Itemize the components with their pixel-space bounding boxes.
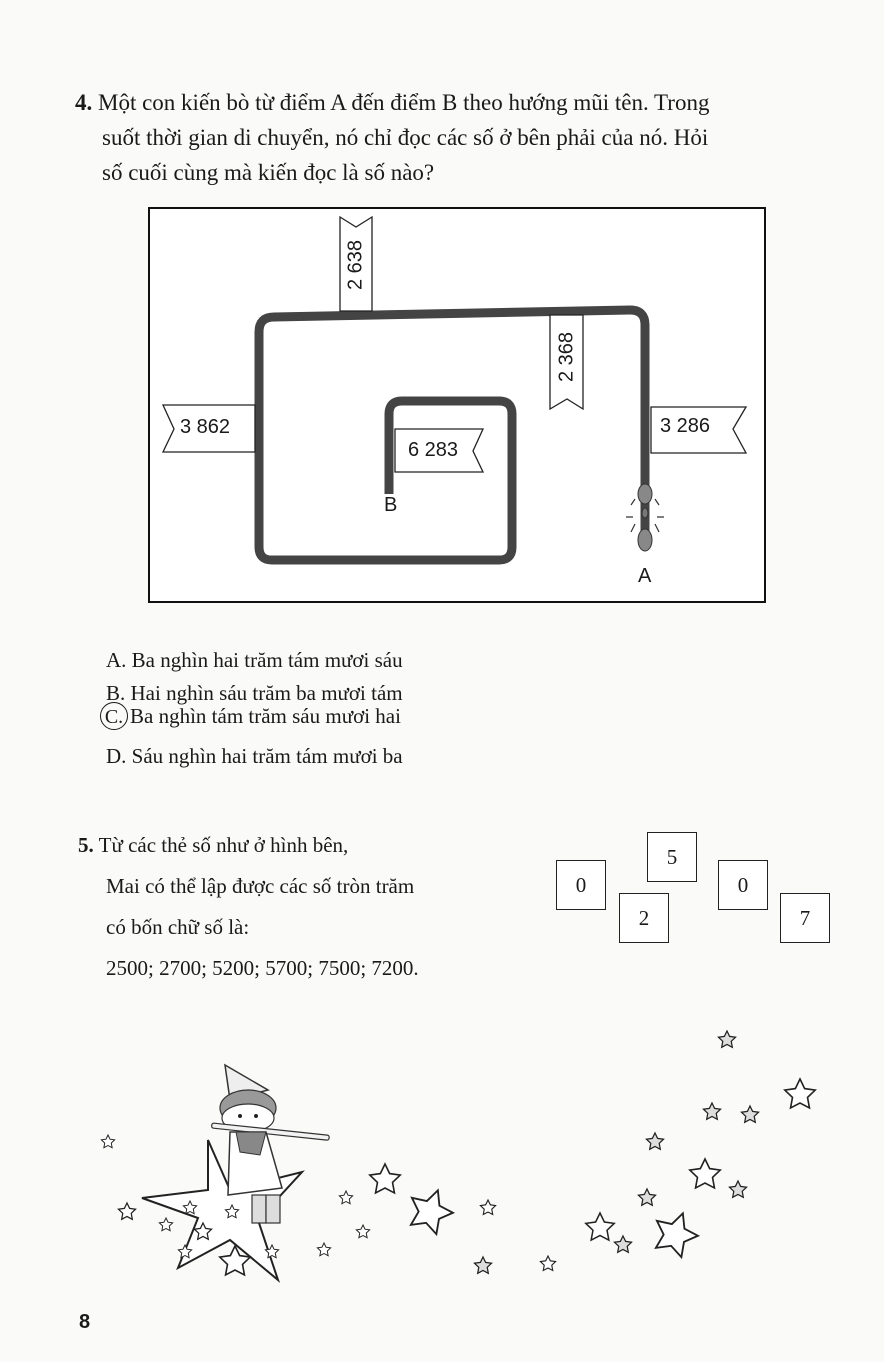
option-c-text: Ba nghìn tám trăm sáu mươi hai — [130, 704, 401, 728]
option-a-text: Ba nghìn hai trăm tám mươi sáu — [131, 648, 403, 672]
question-5-line-2: Mai có thể lập được các số tròn trăm — [106, 874, 415, 898]
label-2368: 2 368 — [555, 331, 577, 382]
number-card: 0 — [556, 860, 606, 910]
option-c[interactable] — [104, 702, 401, 730]
question-5-text-1: Từ các thẻ số như ở hình bên, — [98, 833, 349, 857]
option-a-letter: A. — [106, 648, 127, 672]
question-5-number: 5. — [78, 833, 94, 857]
option-b-letter: B. — [106, 681, 126, 705]
ant-path-diagram — [148, 207, 766, 603]
number-card: 0 — [718, 860, 768, 910]
page-number: 8 — [79, 1311, 91, 1333]
number-card: 5 — [647, 832, 697, 882]
label-2368-box — [551, 317, 582, 403]
label-3286: 3 286 — [660, 415, 711, 437]
number-card: 7 — [780, 893, 830, 943]
number-card: 2 — [619, 893, 669, 943]
point-b-label: B — [384, 494, 398, 516]
question-5-line-3: có bốn chữ số là: — [106, 915, 250, 939]
question-4-line-2: suốt thời gian di chuyển, nó chỉ đọc các số ở bên phải của nó. Hỏi — [102, 125, 709, 150]
option-a[interactable] — [106, 646, 403, 674]
question-4-line-3: số cuối cùng mà kiến đọc là số nào? — [102, 160, 435, 185]
option-d[interactable] — [106, 742, 403, 770]
label-6283: 6 283 — [408, 439, 459, 461]
decorative-illustration — [90, 1030, 850, 1290]
option-c-letter-circled: C. — [100, 702, 128, 730]
label-3862: 3 862 — [180, 416, 231, 438]
option-b-text: Hai nghìn sáu trăm ba mươi tám — [130, 681, 403, 705]
option-d-text: Sáu nghìn hai trăm tám mươi ba — [131, 744, 403, 768]
question-4-text-1: Một con kiến bò từ điểm A đến điểm B theo hướng mũi tên. Trong — [98, 90, 710, 115]
question-4-number: 4. — [75, 90, 93, 115]
label-2638-box — [341, 219, 371, 311]
question-4-line-1 — [75, 87, 709, 119]
label-2638: 2 638 — [344, 239, 367, 291]
option-d-letter: D. — [106, 744, 127, 768]
question-5-line-1 — [78, 829, 348, 861]
point-a-label: A — [638, 565, 652, 587]
question-5-answer: 2500; 2700; 5200; 5700; 7500; 7200. — [106, 956, 419, 980]
